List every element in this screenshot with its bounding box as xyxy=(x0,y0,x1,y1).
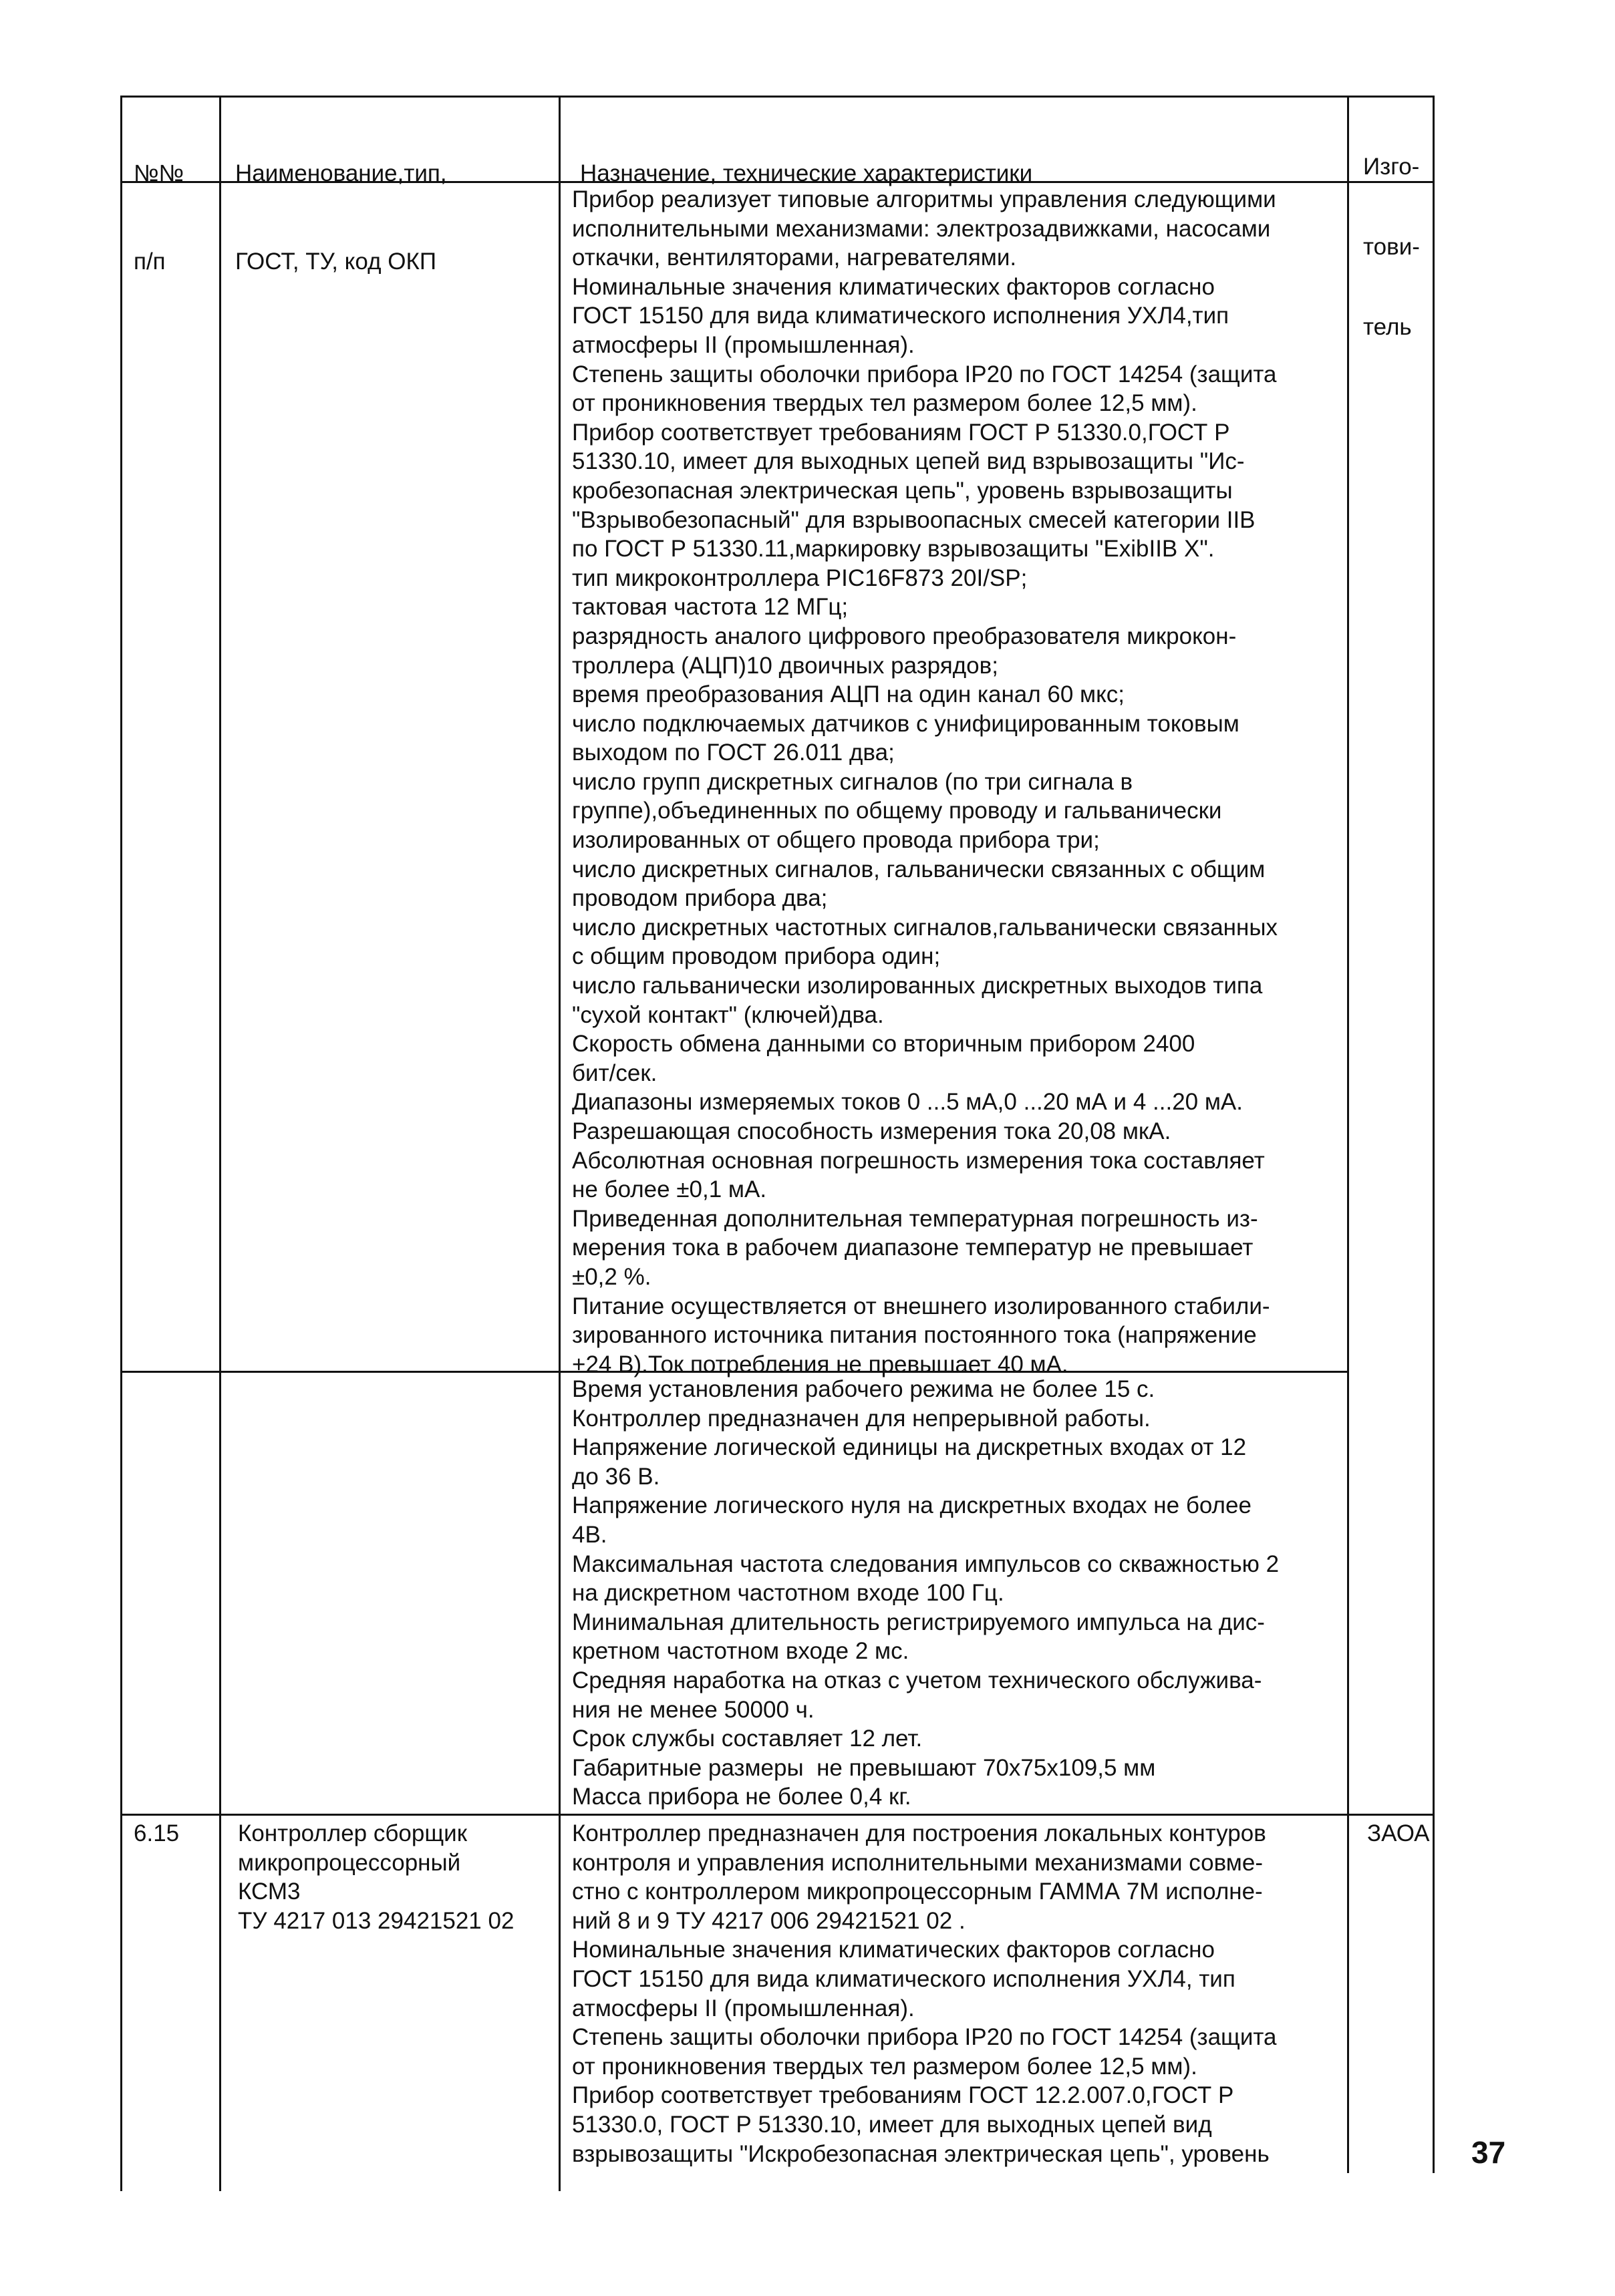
continuation-2-line: ния не менее 50000 ч. xyxy=(572,1696,815,1723)
continuation-1-line: Питание осуществляется от внешнего изолированного стабили- xyxy=(572,1293,1270,1319)
table-right-border xyxy=(1433,96,1435,2173)
continuation-1-line: исполнительными механизмами: электрозадвижками, насосами xyxy=(572,215,1271,242)
row-purpose-line: Прибор соответствует требованиям ГОСТ 12.2.007.0,ГОСТ Р xyxy=(572,2082,1234,2109)
header-purpose-line-1: Назначение, технические характеристики xyxy=(580,160,1033,186)
continuation-2-line: до 36 В. xyxy=(572,1463,660,1490)
page-number: 37 xyxy=(1471,2135,1506,2170)
continuation-1-line: тип микроконтроллера PIC16F873 20I/SP; xyxy=(572,564,1028,591)
continuation-1-line: атмосферы II (промышленная). xyxy=(572,331,915,358)
continuation-2-line: Напряжение логического нуля на дискретных входах не более xyxy=(572,1492,1252,1519)
continuation-1-line: Скорость обмена данными со вторичным прибором 2400 xyxy=(572,1031,1195,1057)
continuation-1-line: +24 В).Ток потребления не превышает 40 мА. xyxy=(572,1351,1068,1377)
continuation-2-line: Габаритные размеры не превышают 70х75х109,5 мм xyxy=(572,1754,1156,1781)
header-num-line-1: №№ xyxy=(134,160,184,186)
row-name-line: микропроцессорный xyxy=(238,1849,461,1876)
continuation-1-line: Прибор соответствует требованиям ГОСТ Р 51330.0,ГОСТ Р xyxy=(572,419,1230,446)
header-num-line-2: п/п xyxy=(134,249,166,275)
row-name-line: КСМ3 xyxy=(238,1878,301,1905)
continuation-1-line: ГОСТ 15150 для вида климатического исполнения УХЛ4,тип xyxy=(572,303,1229,329)
continuation-2-line: Минимальная длительность регистрируемого импульса на дис- xyxy=(572,1609,1265,1635)
row-name-line: Контроллер сборщик xyxy=(238,1820,468,1846)
row-purpose-line: Степень защиты оболочки прибора IP20 по ГОСТ 14254 (защита xyxy=(572,2024,1277,2051)
continuation-1-line: троллера (АЦП)10 двоичных разрядов; xyxy=(572,652,998,679)
row-name xyxy=(238,1819,514,1935)
continuation-1-line: проводом прибора два; xyxy=(572,885,828,912)
continuation-1-line: "сухой контакт" (ключей)два. xyxy=(572,1001,884,1028)
header-name-line-2: ГОСТ, ТУ, код ОКП xyxy=(235,249,437,275)
continuation-1-line: число дискретных частотных сигналов,гальванически связанных xyxy=(572,914,1278,941)
row-number: 6.15 xyxy=(134,1820,180,1846)
continuation-2-line: кретном частотном входе 2 мс. xyxy=(572,1638,909,1665)
continuation-1-line: число гальванически изолированных дискретных выходов типа xyxy=(572,973,1263,999)
continuation-1-line: по ГОСТ Р 51330.11,маркировку взрывозащиты "ExibIIB X". xyxy=(572,536,1215,562)
continuation-1-line: Абсолютная основная погрешность измерения тока составляет xyxy=(572,1147,1265,1174)
continuation-2-line: Напряжение логической единицы на дискретных входах от 12 xyxy=(572,1434,1247,1461)
continuation-2-line: на дискретном частотном входе 100 Гц. xyxy=(572,1580,1004,1607)
row-purpose-line: ГОСТ 15150 для вида климатического исполнения УХЛ4, тип xyxy=(572,1965,1235,1992)
continuation-1-line: выходом по ГОСТ 26.011 два; xyxy=(572,740,895,766)
header-manufacturer-line-2: тови- xyxy=(1363,234,1420,260)
continuation-1-line: не более ±0,1 мА. xyxy=(572,1176,767,1203)
continuation-2-line: 4В. xyxy=(572,1521,607,1548)
continuation-1-line: число групп дискретных сигналов (по три сигнала в xyxy=(572,768,1133,795)
table-top-border xyxy=(120,96,1434,98)
row-purpose-line: от проникновения твердых тел размером более 12,5 мм). xyxy=(572,2053,1197,2080)
row-divider-2 xyxy=(120,1814,1434,1816)
continuation-2-line: Масса прибора не более 0,4 кг. xyxy=(572,1784,911,1810)
continuation-1-line: зированного источника питания постоянного тока (напряжение xyxy=(572,1322,1257,1349)
col-divider-2 xyxy=(559,96,561,2191)
row-purpose-line: ний 8 и 9 ТУ 4217 006 29421521 02 . xyxy=(572,1907,966,1934)
continuation-1-line: тактовая частота 12 МГц; xyxy=(572,594,849,621)
continuation-1-line: "Взрывобезопасный" для взрывоопасных смесей категории IIB xyxy=(572,506,1256,533)
continuation-1-line: ±0,2 %. xyxy=(572,1263,651,1290)
continuation-1-line: 51330.10, имеет для выходных цепей вид взрывозащиты "Ис- xyxy=(572,448,1245,475)
continuation-2-line: Контроллер предназначен для непрерывной работы. xyxy=(572,1405,1151,1432)
continuation-1-line: Диапазоны измеряемых токов 0 ...5 мА,0 ...20 мА и 4 ...20 мА. xyxy=(572,1089,1243,1116)
continuation-2-line: Максимальная частота следования импульсов со скважностью 2 xyxy=(572,1550,1280,1577)
continuation-1-line: Приведенная дополнительная температурная погрешность из- xyxy=(572,1205,1258,1232)
continuation-1-line: число дискретных сигналов, гальванически связанных с общим xyxy=(572,856,1266,882)
continuation-1-line: от проникновения твердых тел размером более 12,5 мм). xyxy=(572,390,1197,417)
continuation-1-line: Степень защиты оболочки прибора IP20 по ГОСТ 14254 (защита xyxy=(572,361,1277,387)
row-purpose-line: Номинальные значения климатических факторов согласно xyxy=(572,1937,1215,1963)
continuation-2-line: Средняя наработка на отказ с учетом технического обслужива- xyxy=(572,1667,1262,1693)
header-manufacturer-line-1: Изго- xyxy=(1363,154,1420,180)
row-manufacturer: ЗАОА xyxy=(1367,1820,1430,1846)
header-name-line-1: Наименование,тип, xyxy=(235,160,447,186)
continuation-description-2 xyxy=(572,1375,1360,1812)
row-purpose-line: 51330.0, ГОСТ Р 51330.10, имеет для выходных цепей вид xyxy=(572,2111,1212,2138)
continuation-1-line: Прибор реализует типовые алгоритмы управления следующими xyxy=(572,186,1276,212)
row-name-line: ТУ 4217 013 29421521 02 xyxy=(238,1907,515,1934)
continuation-1-line: откачки, вентиляторами, нагревателями. xyxy=(572,244,1017,271)
header-name xyxy=(235,100,447,335)
continuation-1-line: мерения тока в рабочем диапазоне температур не превышает xyxy=(572,1235,1254,1261)
continuation-description-1 xyxy=(572,185,1360,1379)
continuation-1-line: изолированных от общего провода прибора три; xyxy=(572,827,1100,854)
continuation-1-line: бит/сек. xyxy=(572,1059,657,1086)
row-purpose-line: Контроллер предназначен для построения локальных контуров xyxy=(572,1820,1266,1846)
row-description xyxy=(572,1819,1360,2168)
continuation-2-line: Срок службы составляет 12 лет. xyxy=(572,1726,923,1752)
continuation-1-line: с общим проводом прибора один; xyxy=(572,943,941,970)
header-num xyxy=(134,100,184,335)
continuation-1-line: число подключаемых датчиков с унифицированным токовым xyxy=(572,710,1239,737)
continuation-1-line: кробезопасная электрическая цепь", уровень взрывозащиты xyxy=(572,477,1233,504)
row-purpose-line: взрывозащиты "Искробезопасная электрическая цепь", уровень xyxy=(572,2140,1270,2167)
continuation-1-line: разрядность аналого цифрового преобразователя микрокон- xyxy=(572,623,1237,649)
row-purpose-line: контроля и управления исполнительными механизмами совме- xyxy=(572,1849,1263,1876)
continuation-1-line: Номинальные значения климатических факторов согласно xyxy=(572,273,1215,300)
continuation-1-line: Разрешающая способность измерения тока 20,08 мкА. xyxy=(572,1118,1171,1144)
header-manufacturer-line-3: тель xyxy=(1363,314,1412,340)
row-purpose-line: стно с контроллером микропроцессорным ГАММА 7М исполне- xyxy=(572,1878,1263,1905)
header-manufacturer xyxy=(1363,100,1420,394)
continuation-1-line: группе),объединенных по общему проводу и гальванически xyxy=(572,798,1222,824)
continuation-2-line: Время установления рабочего режима не более 15 с. xyxy=(572,1376,1155,1402)
continuation-1-line: время преобразования АЦП на один канал 60 мкс; xyxy=(572,681,1125,708)
table-left-border xyxy=(120,96,122,2191)
row-purpose-line: атмосферы II (промышленная). xyxy=(572,1995,915,2021)
col-divider-1 xyxy=(219,96,221,2191)
